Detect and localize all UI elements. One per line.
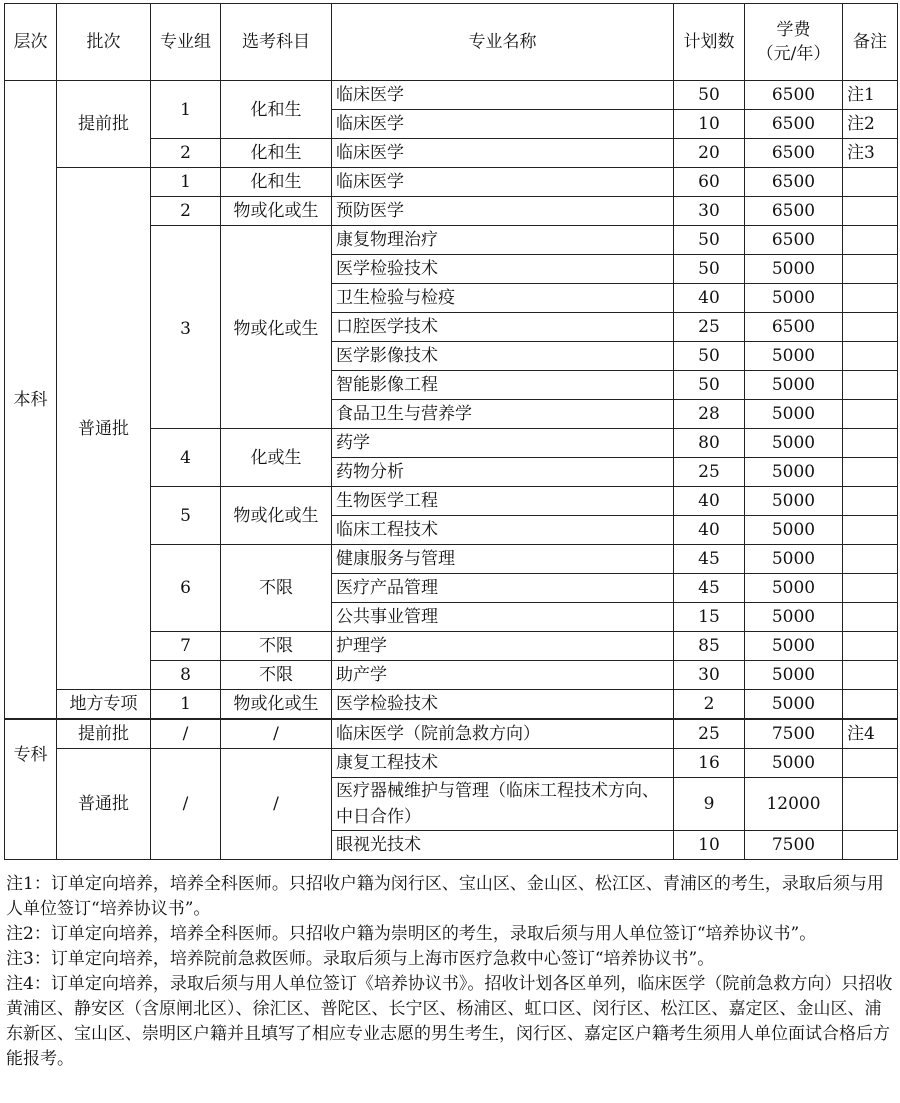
fee-cell: 5000 — [745, 458, 843, 487]
enrollment-plan-table — [4, 3, 898, 860]
fee-cell: 5000 — [745, 255, 843, 284]
plan-cell: 50 — [674, 255, 745, 284]
remark-cell — [843, 400, 898, 429]
remark-cell: 注3 — [843, 139, 898, 168]
remark-cell — [843, 749, 898, 778]
major-cell: 生物医学工程 — [332, 487, 674, 516]
batch-cell: 提前批 — [57, 81, 151, 168]
fee-cell: 5000 — [745, 749, 843, 778]
group-cell: / — [151, 719, 221, 749]
major-cell: 药学 — [332, 429, 674, 458]
plan-cell: 85 — [674, 632, 745, 661]
remark-cell — [843, 661, 898, 690]
table-row — [5, 81, 898, 110]
header-level: 层次 — [5, 4, 57, 81]
remark-cell — [843, 429, 898, 458]
major-cell: 临床医学 — [332, 110, 674, 139]
subjects-cell: / — [221, 719, 332, 749]
note-3: 注3：订单定向培养，培养院前急救医师。录取后须与上海市医疗急救中心签订“培养协议书”。 — [6, 949, 715, 969]
group-cell: / — [151, 749, 221, 860]
remark-cell — [843, 313, 898, 342]
note-2: 注2：订单定向培养，培养全科医师。只招收户籍为崇明区的考生，录取后须与用人单位签订“培养协议书”。 — [6, 924, 817, 944]
header-tuition-line2: （元/年） — [756, 44, 831, 64]
plan-cell: 40 — [674, 487, 745, 516]
subjects-cell: 物或化或生 — [221, 226, 332, 429]
remark-cell: 注1 — [843, 81, 898, 110]
fee-cell: 6500 — [745, 226, 843, 255]
plan-cell: 2 — [674, 690, 745, 720]
fee-cell: 5000 — [745, 603, 843, 632]
fee-cell: 5000 — [745, 516, 843, 545]
plan-cell: 50 — [674, 81, 745, 110]
remark-cell — [843, 545, 898, 574]
subjects-cell: 不限 — [221, 545, 332, 632]
group-cell: 1 — [151, 168, 221, 197]
group-cell: 2 — [151, 197, 221, 226]
plan-cell: 25 — [674, 313, 745, 342]
plan-cell: 50 — [674, 342, 745, 371]
plan-cell: 25 — [674, 458, 745, 487]
major-cell: 卫生检验与检疫 — [332, 284, 674, 313]
fee-cell: 5000 — [745, 661, 843, 690]
remark-cell — [843, 284, 898, 313]
fee-cell: 5000 — [745, 487, 843, 516]
header-subjects: 选考科目 — [221, 4, 332, 81]
major-cell: 药物分析 — [332, 458, 674, 487]
plan-cell: 80 — [674, 429, 745, 458]
subjects-cell: / — [221, 749, 332, 860]
remark-cell — [843, 458, 898, 487]
fee-cell: 5000 — [745, 690, 843, 720]
fee-cell: 6500 — [745, 110, 843, 139]
group-cell: 2 — [151, 139, 221, 168]
plan-cell: 30 — [674, 661, 745, 690]
major-cell: 医疗器械维护与管理（临床工程技术方向、中日合作） — [332, 778, 674, 831]
remark-cell — [843, 632, 898, 661]
group-cell: 3 — [151, 226, 221, 429]
fee-cell: 6500 — [745, 197, 843, 226]
table-row — [5, 719, 898, 749]
major-cell: 医学检验技术 — [332, 690, 674, 720]
plan-cell: 30 — [674, 197, 745, 226]
batch-cell: 普通批 — [57, 168, 151, 690]
note-4: 注4：订单定向培养，录取后须与用人单位签订《培养协议书》。招收计划各区单列，临床医学（院前急救方向）只招收黄浦区、静安区（含原闸北区）、徐汇区、普陀区、长宁区、杨浦区、虹口区、闵行区、松江区、嘉定区、金山区、浦东新区、宝山区、崇明区户籍并且填写了相应专业志愿的男生考生，闵行区、嘉定区户籍考生须用人单位面试合格后方能报考。 — [6, 974, 893, 1069]
fee-cell: 6500 — [745, 81, 843, 110]
plan-cell: 50 — [674, 371, 745, 400]
header-tuition — [745, 4, 843, 81]
fee-cell: 5000 — [745, 400, 843, 429]
major-cell: 医学检验技术 — [332, 255, 674, 284]
note-1: 注1：订单定向培养，培养全科医师。只招收户籍为闵行区、宝山区、金山区、松江区、青浦区的考生，录取后须与用人单位签订“培养协议书”。 — [6, 874, 884, 919]
remark-cell — [843, 371, 898, 400]
plan-cell: 45 — [674, 545, 745, 574]
plan-cell: 16 — [674, 749, 745, 778]
plan-cell: 50 — [674, 226, 745, 255]
fee-cell: 6500 — [745, 168, 843, 197]
major-cell: 公共事业管理 — [332, 603, 674, 632]
level-cell: 本科 — [5, 81, 57, 720]
fee-cell: 5000 — [745, 574, 843, 603]
header-batch: 批次 — [57, 4, 151, 81]
group-cell: 4 — [151, 429, 221, 487]
remark-cell — [843, 487, 898, 516]
subjects-cell: 化和生 — [221, 81, 332, 139]
group-cell: 8 — [151, 661, 221, 690]
remark-cell: 注4 — [843, 719, 898, 749]
subjects-cell: 物或化或生 — [221, 487, 332, 545]
fee-cell: 12000 — [745, 778, 843, 831]
subjects-cell: 化和生 — [221, 168, 332, 197]
fee-cell: 6500 — [745, 313, 843, 342]
fee-cell: 5000 — [745, 429, 843, 458]
plan-cell: 25 — [674, 719, 745, 749]
major-cell: 医疗产品管理 — [332, 574, 674, 603]
remark-cell — [843, 255, 898, 284]
table-header-row — [5, 4, 898, 81]
remark-cell — [843, 342, 898, 371]
plan-cell: 10 — [674, 831, 745, 860]
remark-cell — [843, 603, 898, 632]
remark-cell: 注2 — [843, 110, 898, 139]
subjects-cell: 化或生 — [221, 429, 332, 487]
batch-cell: 提前批 — [57, 719, 151, 749]
major-cell: 临床医学 — [332, 139, 674, 168]
table-row — [5, 690, 898, 720]
fee-cell: 7500 — [745, 831, 843, 860]
header-plan: 计划数 — [674, 4, 745, 81]
header-major: 专业名称 — [332, 4, 674, 81]
table-row — [5, 749, 898, 778]
plan-cell: 15 — [674, 603, 745, 632]
level-cell: 专科 — [5, 719, 57, 860]
remark-cell — [843, 690, 898, 720]
group-cell: 7 — [151, 632, 221, 661]
major-cell: 医学影像技术 — [332, 342, 674, 371]
remark-cell — [843, 778, 898, 831]
fee-cell: 5000 — [745, 545, 843, 574]
plan-cell: 40 — [674, 516, 745, 545]
remark-cell — [843, 168, 898, 197]
major-cell: 临床医学 — [332, 81, 674, 110]
table-row — [5, 168, 898, 197]
subjects-cell: 不限 — [221, 632, 332, 661]
major-cell: 健康服务与管理 — [332, 545, 674, 574]
header-group: 专业组 — [151, 4, 221, 81]
major-cell: 智能影像工程 — [332, 371, 674, 400]
remark-cell — [843, 197, 898, 226]
major-cell: 康复物理治疗 — [332, 226, 674, 255]
fee-cell: 5000 — [745, 632, 843, 661]
major-cell: 临床医学（院前急救方向） — [332, 719, 674, 749]
subjects-cell: 不限 — [221, 661, 332, 690]
subjects-cell: 物或化或生 — [221, 197, 332, 226]
major-cell: 预防医学 — [332, 197, 674, 226]
plan-cell: 28 — [674, 400, 745, 429]
group-cell: 1 — [151, 690, 221, 720]
subjects-cell: 化和生 — [221, 139, 332, 168]
group-cell: 6 — [151, 545, 221, 632]
remark-cell — [843, 226, 898, 255]
plan-cell: 10 — [674, 110, 745, 139]
fee-cell: 6500 — [745, 139, 843, 168]
remark-cell — [843, 574, 898, 603]
plan-cell: 40 — [674, 284, 745, 313]
fee-cell: 5000 — [745, 284, 843, 313]
major-cell: 临床工程技术 — [332, 516, 674, 545]
remark-cell — [843, 831, 898, 860]
plan-cell: 9 — [674, 778, 745, 831]
header-remark: 备注 — [843, 4, 898, 81]
group-cell: 1 — [151, 81, 221, 139]
major-cell: 助产学 — [332, 661, 674, 690]
group-cell: 5 — [151, 487, 221, 545]
remark-cell — [843, 516, 898, 545]
major-cell: 康复工程技术 — [332, 749, 674, 778]
batch-cell: 普通批 — [57, 749, 151, 860]
fee-cell: 5000 — [745, 342, 843, 371]
major-cell: 临床医学 — [332, 168, 674, 197]
header-tuition-line1: 学费 — [776, 20, 811, 40]
major-cell: 食品卫生与营养学 — [332, 400, 674, 429]
major-cell: 护理学 — [332, 632, 674, 661]
plan-cell: 45 — [674, 574, 745, 603]
batch-cell: 地方专项 — [57, 690, 151, 720]
plan-cell: 60 — [674, 168, 745, 197]
fee-cell: 5000 — [745, 371, 843, 400]
major-cell: 口腔医学技术 — [332, 313, 674, 342]
notes-section — [6, 872, 896, 1072]
plan-cell: 20 — [674, 139, 745, 168]
major-cell: 眼视光技术 — [332, 831, 674, 860]
subjects-cell: 物或化或生 — [221, 690, 332, 720]
fee-cell: 7500 — [745, 719, 843, 749]
